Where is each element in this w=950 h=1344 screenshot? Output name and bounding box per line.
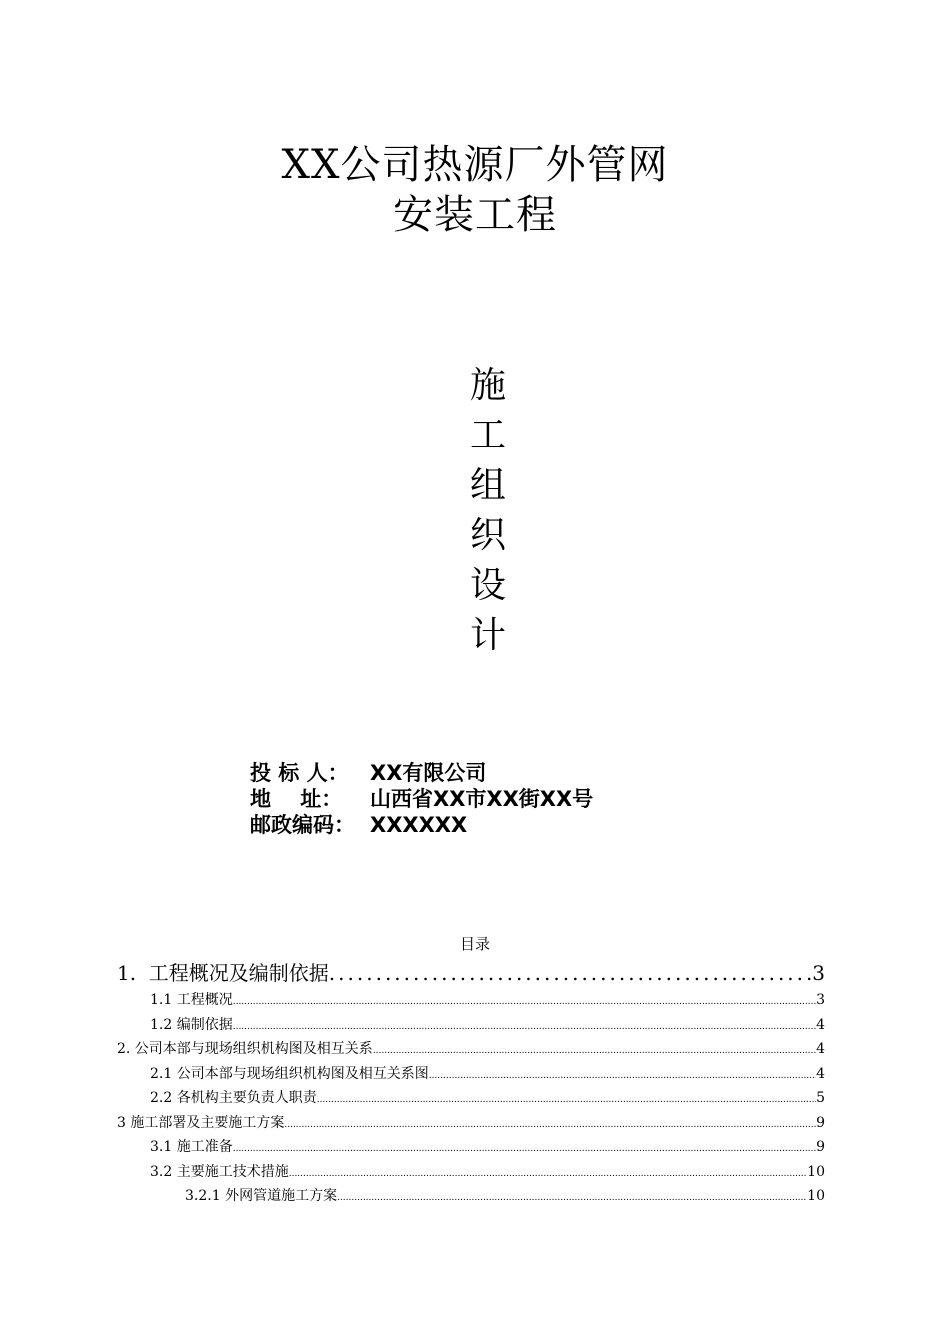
toc-leader — [233, 1015, 816, 1040]
bidder-info — [250, 760, 593, 838]
toc-leader — [373, 1039, 816, 1064]
toc-entry-page: 10 — [807, 1188, 825, 1204]
toc-entry-text: 3 施工部署及主要施工方案 — [117, 1114, 285, 1131]
vertical-title-char: 组 — [469, 465, 506, 506]
toc-entry[interactable] — [117, 1135, 825, 1160]
cover-title-line2: 安装工程 — [393, 192, 557, 238]
cover-title-line1: XX公司热源厂外管网 — [281, 142, 669, 188]
bidder-value: XX有限公司 — [370, 761, 487, 785]
toc-heading: 目录 — [459, 935, 490, 953]
toc-entry-text: 2.1 公司本部与现场组织机构图及相互关系图 — [150, 1065, 429, 1082]
toc — [117, 958, 825, 1209]
toc-entry[interactable] — [117, 1013, 825, 1038]
toc-leader — [289, 1162, 807, 1187]
toc-entry-page: 9 — [816, 1139, 825, 1155]
toc-entry[interactable] — [117, 988, 825, 1013]
toc-entry-text: 1. 工程概况及编制依据 — [117, 961, 329, 985]
bidder-label: 投 标 人： — [250, 761, 349, 785]
vertical-title-char: 设 — [469, 565, 506, 606]
toc-entry-page: 4 — [816, 1016, 825, 1033]
toc-leader — [329, 958, 812, 988]
toc-leader — [233, 1137, 816, 1162]
address-label: 地 址： — [250, 787, 343, 811]
toc-entry-text: 1.1 工程概况 — [150, 992, 233, 1008]
bidder-row — [250, 760, 593, 786]
toc-entry-page: 3 — [812, 961, 825, 985]
toc-entry-page: 4 — [816, 1065, 825, 1082]
toc-entry[interactable] — [117, 1062, 825, 1087]
toc-leader — [317, 1088, 816, 1113]
toc-entry-text: 2.2 各机构主要负责人职责 — [150, 1090, 317, 1106]
toc-entry-page: 4 — [816, 1041, 825, 1057]
toc-entry-page: 3 — [816, 992, 825, 1008]
toc-entry-page: 9 — [816, 1114, 825, 1131]
toc-entry[interactable] — [117, 1160, 825, 1185]
toc-entry-text: 2. 公司本部与现场组织机构图及相互关系 — [117, 1041, 373, 1057]
toc-entry-text: 1.2 编制依据 — [150, 1016, 233, 1033]
postcode-label: 邮政编码： — [250, 813, 355, 837]
toc-entry[interactable] — [117, 1184, 825, 1209]
postcode-value: XXXXXX — [370, 813, 468, 837]
toc-entry-text: 3.2 主要施工技术措施 — [150, 1163, 289, 1180]
vertical-title-char: 计 — [469, 615, 506, 656]
address-value: 山西省XX市XX街XX号 — [370, 787, 594, 811]
toc-leader — [429, 1064, 816, 1089]
vertical-title — [466, 365, 510, 668]
toc-entry-text: 3.1 施工准备 — [150, 1139, 233, 1155]
toc-leader — [284, 1113, 816, 1138]
toc-leader — [233, 990, 816, 1015]
vertical-title-char: 织 — [469, 515, 506, 556]
toc-leader — [337, 1186, 807, 1211]
toc-entry[interactable] — [117, 958, 825, 988]
toc-entry-text: 3.2.1 外网管道施工方案 — [185, 1188, 338, 1204]
toc-entry-page: 5 — [816, 1090, 825, 1106]
vertical-title-char: 工 — [469, 415, 506, 456]
vertical-title-char: 施 — [469, 365, 506, 406]
toc-entry[interactable] — [117, 1111, 825, 1136]
postcode-row — [250, 812, 593, 838]
toc-entry[interactable] — [117, 1037, 825, 1062]
address-row — [250, 786, 593, 812]
toc-entry-page: 10 — [807, 1163, 825, 1180]
toc-entry[interactable] — [117, 1086, 825, 1111]
